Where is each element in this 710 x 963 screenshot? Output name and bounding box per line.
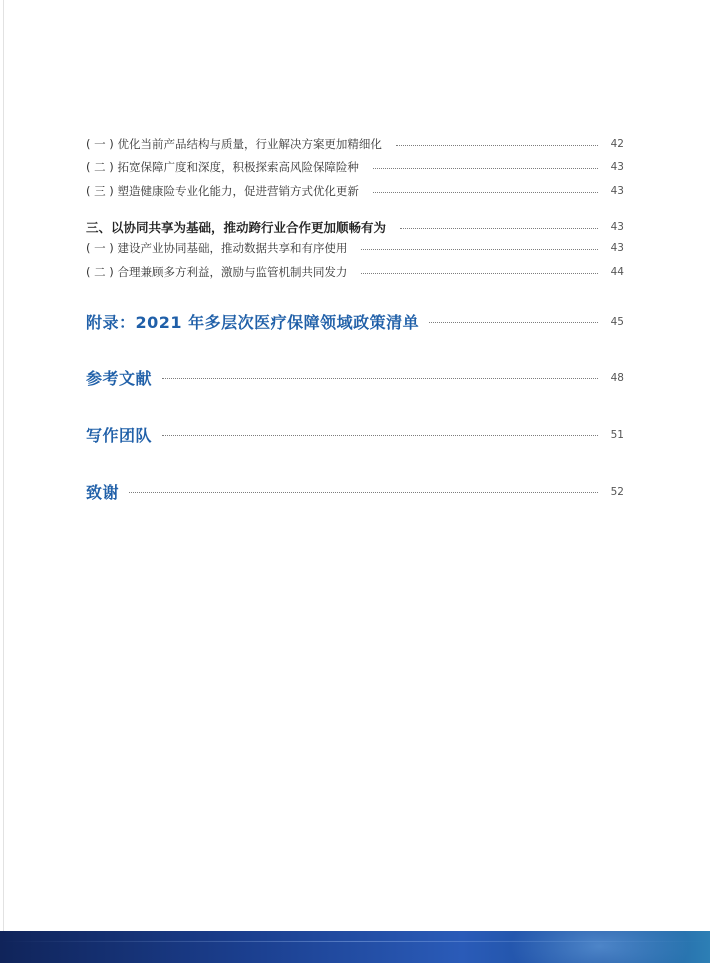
toc-entry-industry-synergy[interactable] [86, 240, 624, 256]
dot-leader [162, 435, 598, 436]
toc-section-label: 三、以协同共享为基础，推动跨行业合作更加顺畅有为 [86, 220, 387, 235]
toc-entry-label: ( 二 ) 拓宽保障广度和深度，积极探索高风险保障险种 [86, 160, 359, 174]
toc-entry-label: ( 三 ) 塑造健康险专业化能力，促进营销方式优化更新 [86, 184, 359, 198]
toc-page-number: 43 [610, 185, 624, 197]
toc-page-number: 43 [610, 242, 624, 254]
dot-leader [373, 192, 598, 193]
toc-page-number: 45 [610, 315, 624, 328]
toc-page-number: 52 [610, 485, 624, 498]
toc-references[interactable] [86, 366, 624, 389]
toc-page-number: 42 [610, 138, 624, 150]
dot-leader [429, 322, 598, 323]
toc-heading-label: 致谢 [86, 483, 120, 502]
toc-page-number: 44 [610, 266, 624, 278]
dot-leader [361, 249, 598, 250]
toc-page-number: 51 [610, 428, 624, 441]
toc-entry-professional-capability[interactable] [86, 183, 624, 199]
toc-entry-label: ( 一 ) 优化当前产品结构与质量，行业解决方案更加精细化 [86, 137, 382, 151]
toc-section-cross-industry[interactable] [86, 218, 624, 236]
dot-leader [400, 228, 598, 229]
toc-heading-label: 参考文献 [86, 369, 153, 388]
footer-glow [510, 931, 690, 963]
toc-entry-balance-interests[interactable] [86, 264, 624, 280]
toc-acknowledgements[interactable] [86, 480, 624, 503]
dot-leader [361, 273, 598, 274]
toc-page-number: 48 [610, 371, 624, 384]
toc-entry-label: ( 一 ) 建设产业协同基础，推动数据共享和有序使用 [86, 241, 348, 255]
toc-entry-broaden-coverage[interactable] [86, 159, 624, 175]
toc-page-number: 43 [610, 221, 624, 233]
toc-heading-label: 附录：2021 年多层次医疗保障领域政策清单 [86, 313, 420, 332]
footer-decorative-band [0, 931, 710, 963]
dot-leader [129, 492, 598, 493]
toc-appendix-policy-list[interactable] [86, 310, 624, 333]
toc-entry-label: ( 二 ) 合理兼顾多方利益，激励与监管机制共同发力 [86, 265, 348, 279]
dot-leader [373, 168, 598, 169]
toc-heading-label: 写作团队 [86, 426, 153, 445]
dot-leader [162, 378, 598, 379]
toc-writing-team[interactable] [86, 423, 624, 446]
dot-leader [396, 145, 598, 146]
toc-page-number: 43 [610, 161, 624, 173]
toc-entry-optimize-products[interactable] [86, 136, 624, 152]
